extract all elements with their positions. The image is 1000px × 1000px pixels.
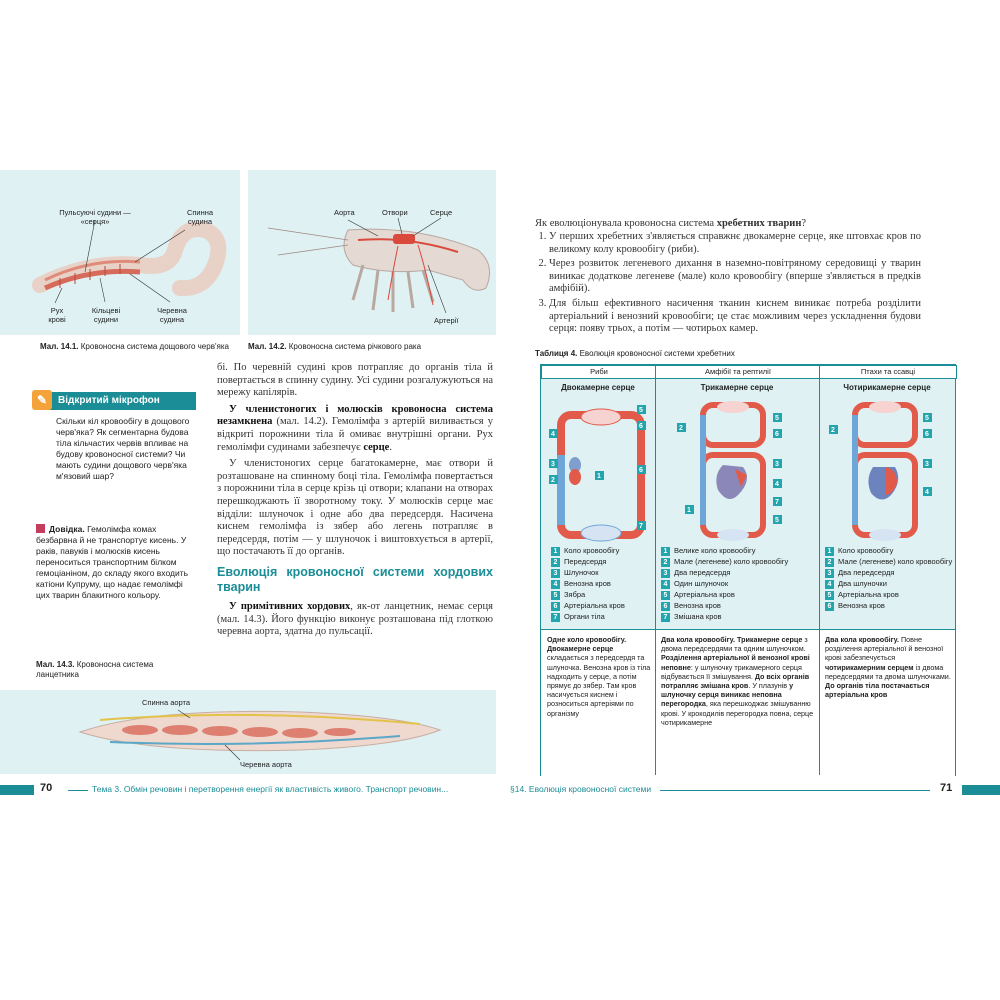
legend-item: 4 Один шлуночок [661, 578, 788, 589]
open-mic-header: ✎ Відкритий мікрофон [36, 392, 196, 410]
paragraph-3: У членистоногих серце багатокамерне, має отвори й розташоване на спинному боці тіла. Гемолімфа повертається з порожнини тіла в серце крізь ці отвори; клапани на отворах перешкоджають її зворотному току. У молюсків серце має відділи: шлуночок і одне або два передсердя. Насичена киснем гемолімфа із зябер або легень потрапляє в передсердя, потім — у шлуночок і виштовхується в артерії, що постачають її до органів. [217, 458, 493, 558]
left-footer-line [68, 790, 88, 791]
col-head-amphibians: Амфібії та рептилії [655, 365, 821, 379]
svg-text:6: 6 [639, 423, 643, 430]
crayfish-illustration [248, 170, 496, 335]
section-title: Еволюція кровоносної системи хордових тварин [217, 564, 493, 594]
legend-item: 3 Два передсердя [825, 567, 952, 578]
label-blood-motion: Рух крові [48, 306, 66, 324]
note-box [36, 524, 196, 601]
legend-item: 2 Мале (легеневе) коло кровообігу [825, 556, 952, 567]
legend-item: 1 Велике коло кровообігу [661, 545, 788, 556]
text-birds: Два кола кровообігу. Повне розділення артеріальної й венозної крові забезпечується чотирикамерним серцем із двома передсердями та двома шлуночками. До органів тіла постачається артеріальна кров [825, 635, 951, 700]
svg-text:5: 5 [775, 415, 779, 422]
legend-item: 7 Змішана кров [661, 611, 788, 622]
heart-title-fish: Двокамерне серце [561, 383, 635, 392]
legend-item: 3 Два передсердя [661, 567, 788, 578]
label-arteries: Артерії [434, 316, 459, 325]
label-ventral-aorta: Черевна аорта [240, 760, 292, 769]
legend-item: 1 Коло кровообігу [551, 545, 625, 556]
label-holes: Отвори [382, 208, 408, 217]
label-ventral-vessel: Черевна судина [157, 306, 187, 324]
left-footer-text: Тема 3. Обмін речовин і перетворення енергії як властивість живого. Транспорт речовин... [92, 784, 449, 794]
label-heart: Серце [430, 208, 453, 217]
svg-text:7: 7 [639, 523, 643, 530]
left-body-text [217, 362, 493, 643]
label-dorsal-vessel: Спинна судина [186, 208, 214, 226]
legend-item: 3 Шлуночок [551, 567, 625, 578]
left-footer-bar [0, 785, 34, 795]
right-footer-bar [962, 785, 1000, 795]
svg-text:2: 2 [831, 427, 835, 434]
svg-text:1: 1 [597, 473, 601, 480]
svg-text:5: 5 [775, 517, 779, 524]
svg-text:3: 3 [925, 461, 929, 468]
legend-item: 5 Артеріальна кров [661, 589, 788, 600]
label-dorsal-aorta: Спинна аорта [142, 698, 191, 707]
caption-14-2: Мал. 14.2. Кровоносна система річкового рака [248, 342, 422, 351]
legend-item: 2 Передсердя [551, 556, 625, 567]
legend-item: 5 Зябра [551, 589, 625, 600]
svg-text:5: 5 [925, 415, 929, 422]
fish-circulation-diagram [547, 395, 651, 545]
svg-text:2: 2 [551, 477, 555, 484]
left-page-number: 70 [40, 782, 53, 794]
svg-text:6: 6 [639, 467, 643, 474]
legend-amphibians [661, 545, 788, 622]
legend-birds [825, 545, 952, 611]
paragraph-4: У примітивних хордових, як-от ланцетник, немає серця (мал. 14.3). Його функцію виконує розташована під глоткою черевна аорта, здатна до пульсації. [217, 600, 493, 638]
legend-item: 1 Коло кровообігу [825, 545, 952, 556]
svg-text:5: 5 [639, 407, 643, 414]
caption-14-1: Мал. 14.1. Кровоносна система дощового черв'яка [40, 342, 229, 351]
paragraph-2: У членистоногих і молюсків кровоносна система незамкнена (мал. 14.2). Гемолімфа з артерій виливається у відкриті порожнини тіла й омиває внутрішні органи. Рух гемолімфи судинами забезпечує серце. [217, 403, 493, 453]
svg-text:4: 4 [551, 431, 555, 438]
right-footer-line [660, 790, 930, 791]
legend-item: 4 Два шлуночки [825, 578, 952, 589]
legend-item: 5 Артеріальна кров [825, 589, 952, 600]
figure-14-3 [0, 690, 496, 774]
legend-item: 6 Венозна кров [661, 600, 788, 611]
list-item: 3. Для більш ефективного насичення тканин киснем виникає потреба розділити артеріальний і венозний кровообіги; це стає можливим через ускладнення будови серця: появу трьох, а потім — чотирьох камер. [549, 298, 921, 336]
list-item: 1. У перших хребетних з'являється справжнє двокамерне серце, яке штовхає кров по великому колу кровообігу (риби). [549, 231, 921, 256]
right-question: Як еволюціонувала кровоносна система хребетних тварин? [535, 218, 807, 229]
figure-14-2 [248, 170, 496, 335]
svg-text:3: 3 [551, 461, 555, 468]
legend-item: 6 Венозна кров [825, 600, 952, 611]
caption-14-3: Мал. 14.3. Кровоносна система ланцетника [36, 660, 154, 679]
evolution-list [535, 231, 921, 338]
legend-item: 7 Органи тіла [551, 611, 625, 622]
label-ring-vessels: Кільцеві судини [91, 306, 121, 324]
col-head-fish: Риби [541, 365, 657, 379]
figure-14-1 [0, 170, 240, 335]
legend-item: 6 Артеріальна кров [551, 600, 625, 611]
paragraph-1: бі. По черевній судині кров потрапляє до органів тіла й повертається в спинну судину. Усі судини розгалужуються на мережу капілярів. [217, 362, 493, 399]
heart-title-birds: Чотирикамерне серце [843, 383, 931, 392]
svg-text:2: 2 [679, 425, 683, 432]
label-pulsing-vessels: Пульсуючі судини — «серця» [59, 208, 131, 226]
list-item: 2. Через розвиток легеневого дихання в наземно-повітряному середовищі у тварин виникає додаткове легеневе (мале) коло кровообігу (вперше з'являється в предків амфібій). [549, 258, 921, 296]
svg-text:4: 4 [775, 481, 779, 488]
open-mic-text: Скільки кіл кровообігу в дощового черв'яка? Як сегментарна будова тіла кільчастих червів впливає на будову кровоносної системи? Чи мають судини дощового черв'яка м'язовий шар? [56, 416, 190, 481]
note-text: Гемолімфа комах безбарвна й не транспортує кисень. У раків, павуків і молюсків кисень переноситься транспортним білком гемоціаніном, до складу якого входить катіони Купруму, що надає гемолімфі цих тварин блакитного кольору. [36, 524, 189, 600]
svg-text:1: 1 [687, 507, 691, 514]
right-footer-text: §14. Еволюція кровоносної системи [510, 784, 652, 794]
svg-text:6: 6 [775, 431, 779, 438]
label-aorta: Аорта [334, 208, 355, 217]
svg-text:4: 4 [925, 489, 929, 496]
mammal-circulation-diagram [827, 395, 951, 545]
microphone-icon: ✎ [32, 390, 52, 410]
col-head-birds: Птахи та ссавці [819, 365, 957, 379]
right-page-number: 71 [940, 782, 953, 794]
text-fish: Одне коло кровообігу. Двокамерне серце складається з передсердя та шлуночка. Венозна кров із тіла надходить у серце, а потім прямує до зябер. Там кров насичується киснем і розноситься артеріями по організму [547, 635, 651, 718]
table-caption: Таблиця 4. Еволюція кровоносної системи хребетних [535, 349, 735, 358]
note-label: Довідка. [49, 524, 85, 534]
legend-item: 4 Венозна кров [551, 578, 625, 589]
amphibian-circulation-diagram [673, 395, 803, 545]
svg-text:7: 7 [775, 499, 779, 506]
svg-text:3: 3 [775, 461, 779, 468]
heart-title-amphibians: Трикамерне серце [700, 383, 774, 392]
note-marker-icon [36, 524, 45, 533]
svg-text:6: 6 [925, 431, 929, 438]
legend-fish [551, 545, 625, 622]
text-amphibians: Два кола кровообігу. Трикамерне серце з двома передсердями та одним шлуночком. Розділення артеріальної й венозної крові неповне: у шлуночку трикамерного серця відбувається її змішування. До всіх органів потрапляє змішана кров. У плазунів у шлуночку серця виникає неповна перегородка, яка перешкоджає змішуванню крові. У крокодилів перегородка повна, серце чотирикамерне [661, 635, 814, 727]
legend-item: 2 Мале (легеневе) коло кровообігу [661, 556, 788, 567]
open-mic-box [36, 392, 196, 482]
evolution-table [540, 364, 956, 776]
